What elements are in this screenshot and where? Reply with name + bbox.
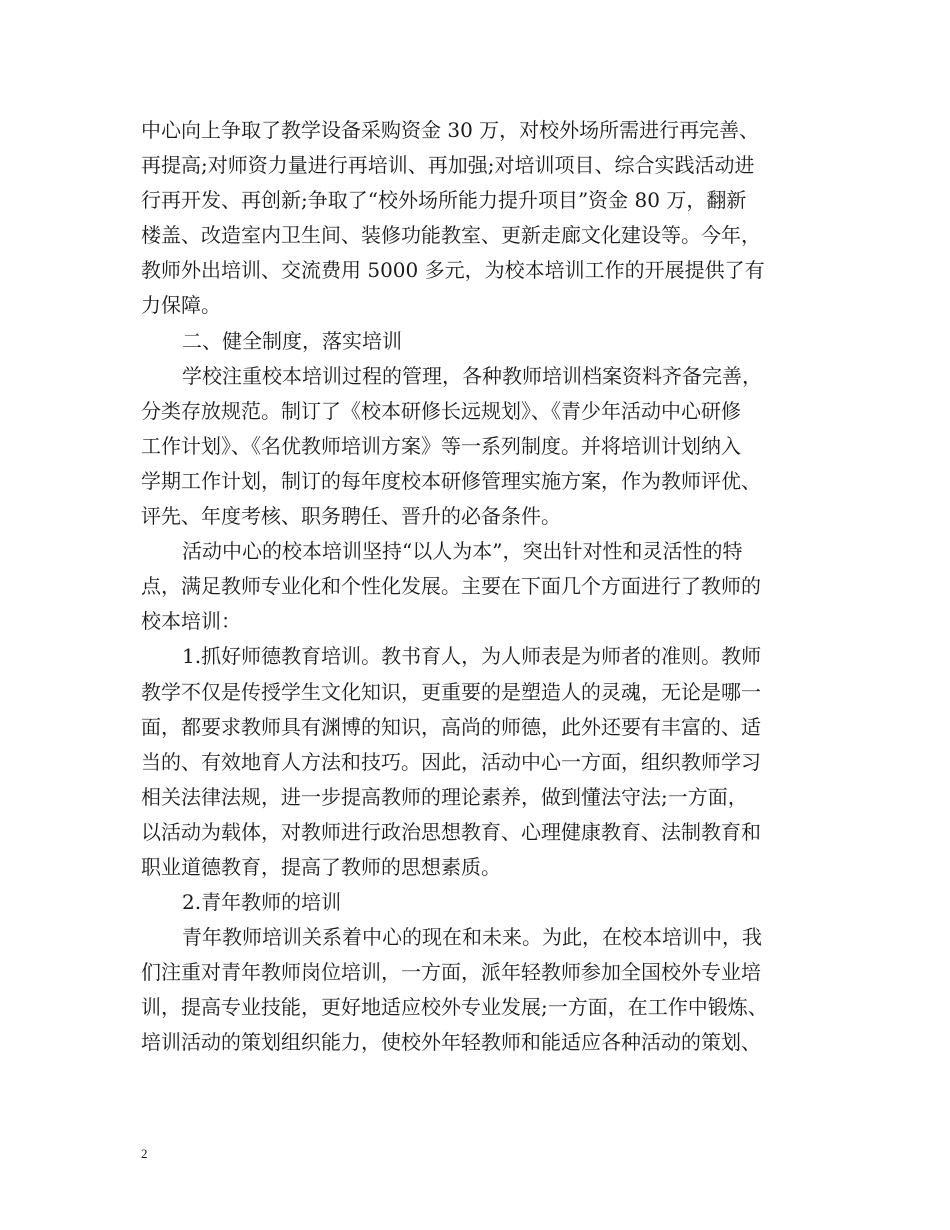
text-line: 楼盖、改造室内卫生间、装修功能教室、更新走廊文化建设等。今年， [141, 223, 761, 248]
text-line: 们注重对青年教师岗位培训，一方面，派年轻教师参加全国校外专业培 [141, 960, 761, 985]
text-line: 职业道德教育，提高了教师的思想素质。 [141, 854, 501, 879]
text-line: 当的、有效地育人方法和技巧。因此，活动中心一方面，组织教师学习 [141, 749, 761, 774]
text-line: 训，提高专业技能，更好地适应校外专业发展;一方面，在工作中锻炼、 [141, 995, 768, 1020]
text-line: 工作计划》、《名优教师培训方案》等一系列制度。并将培训计划纳入 [141, 433, 741, 458]
text-line: 学校注重校本培训过程的管理，各种教师培训档案资料齐备完善， [182, 363, 762, 388]
text-line: 培训活动的策划组织能力，使校外年轻教师和能适应各种活动的策划、 [141, 1030, 761, 1055]
section-heading: 二、健全制度，落实培训 [182, 328, 402, 353]
text-line: 青年教师培训关系着中心的现在和未来。为此，在校本培训中，我 [182, 925, 762, 950]
text-line: 面，都要求教师具有渊博的知识，高尚的师德，此外还要有丰富的、适 [141, 714, 761, 739]
text-line: 再提高;对师资力量进行再培训、再加强;对培训项目、综合实践活动进 [141, 153, 755, 178]
text-line: 教学不仅是传授学生文化知识，更重要的是塑造人的灵魂，无论是哪一 [141, 679, 761, 704]
text-line: 校本培训： [141, 609, 241, 634]
page-number: 2 [141, 1146, 148, 1161]
text-line: 相关法律法规，进一步提高教师的理论素养，做到懂法守法;一方面， [141, 784, 748, 809]
text-line: 力保障。 [141, 293, 221, 318]
text-line: 学期工作计划，制订的每年度校本研修管理实施方案，作为教师评优、 [141, 468, 761, 493]
text-line: 评先、年度考核、职务聘任、晋升的必备条件。 [141, 504, 561, 529]
text-line: 点，满足教师专业化和个性化发展。主要在下面几个方面进行了教师的 [141, 574, 761, 599]
document-body [141, 113, 821, 1061]
text-line: 行再开发、再创新;争取了“校外场所能力提升项目”资金 80 万，翻新 [141, 188, 747, 213]
text-line: 活动中心的校本培训坚持“以人为本”，突出针对性和灵活性的特 [182, 539, 743, 564]
text-line: 1.抓好师德教育培训。教书育人，为人师表是为师者的准则。教师 [182, 644, 762, 669]
text-line: 中心向上争取了教学设备采购资金 30 万，对校外场所需进行再完善、 [141, 118, 760, 142]
subsection-heading: 2.青年教师的培训 [182, 890, 342, 915]
text-line: 以活动为载体，对教师进行政治思想教育、心理健康教育、法制教育和 [141, 819, 761, 844]
text-line: 分类存放规范。制订了《校本研修长远规划》、《青少年活动中心研修 [141, 398, 741, 423]
text-line: 教师外出培训、交流费用 5000 多元，为校本培训工作的开展提供了有 [141, 258, 765, 283]
